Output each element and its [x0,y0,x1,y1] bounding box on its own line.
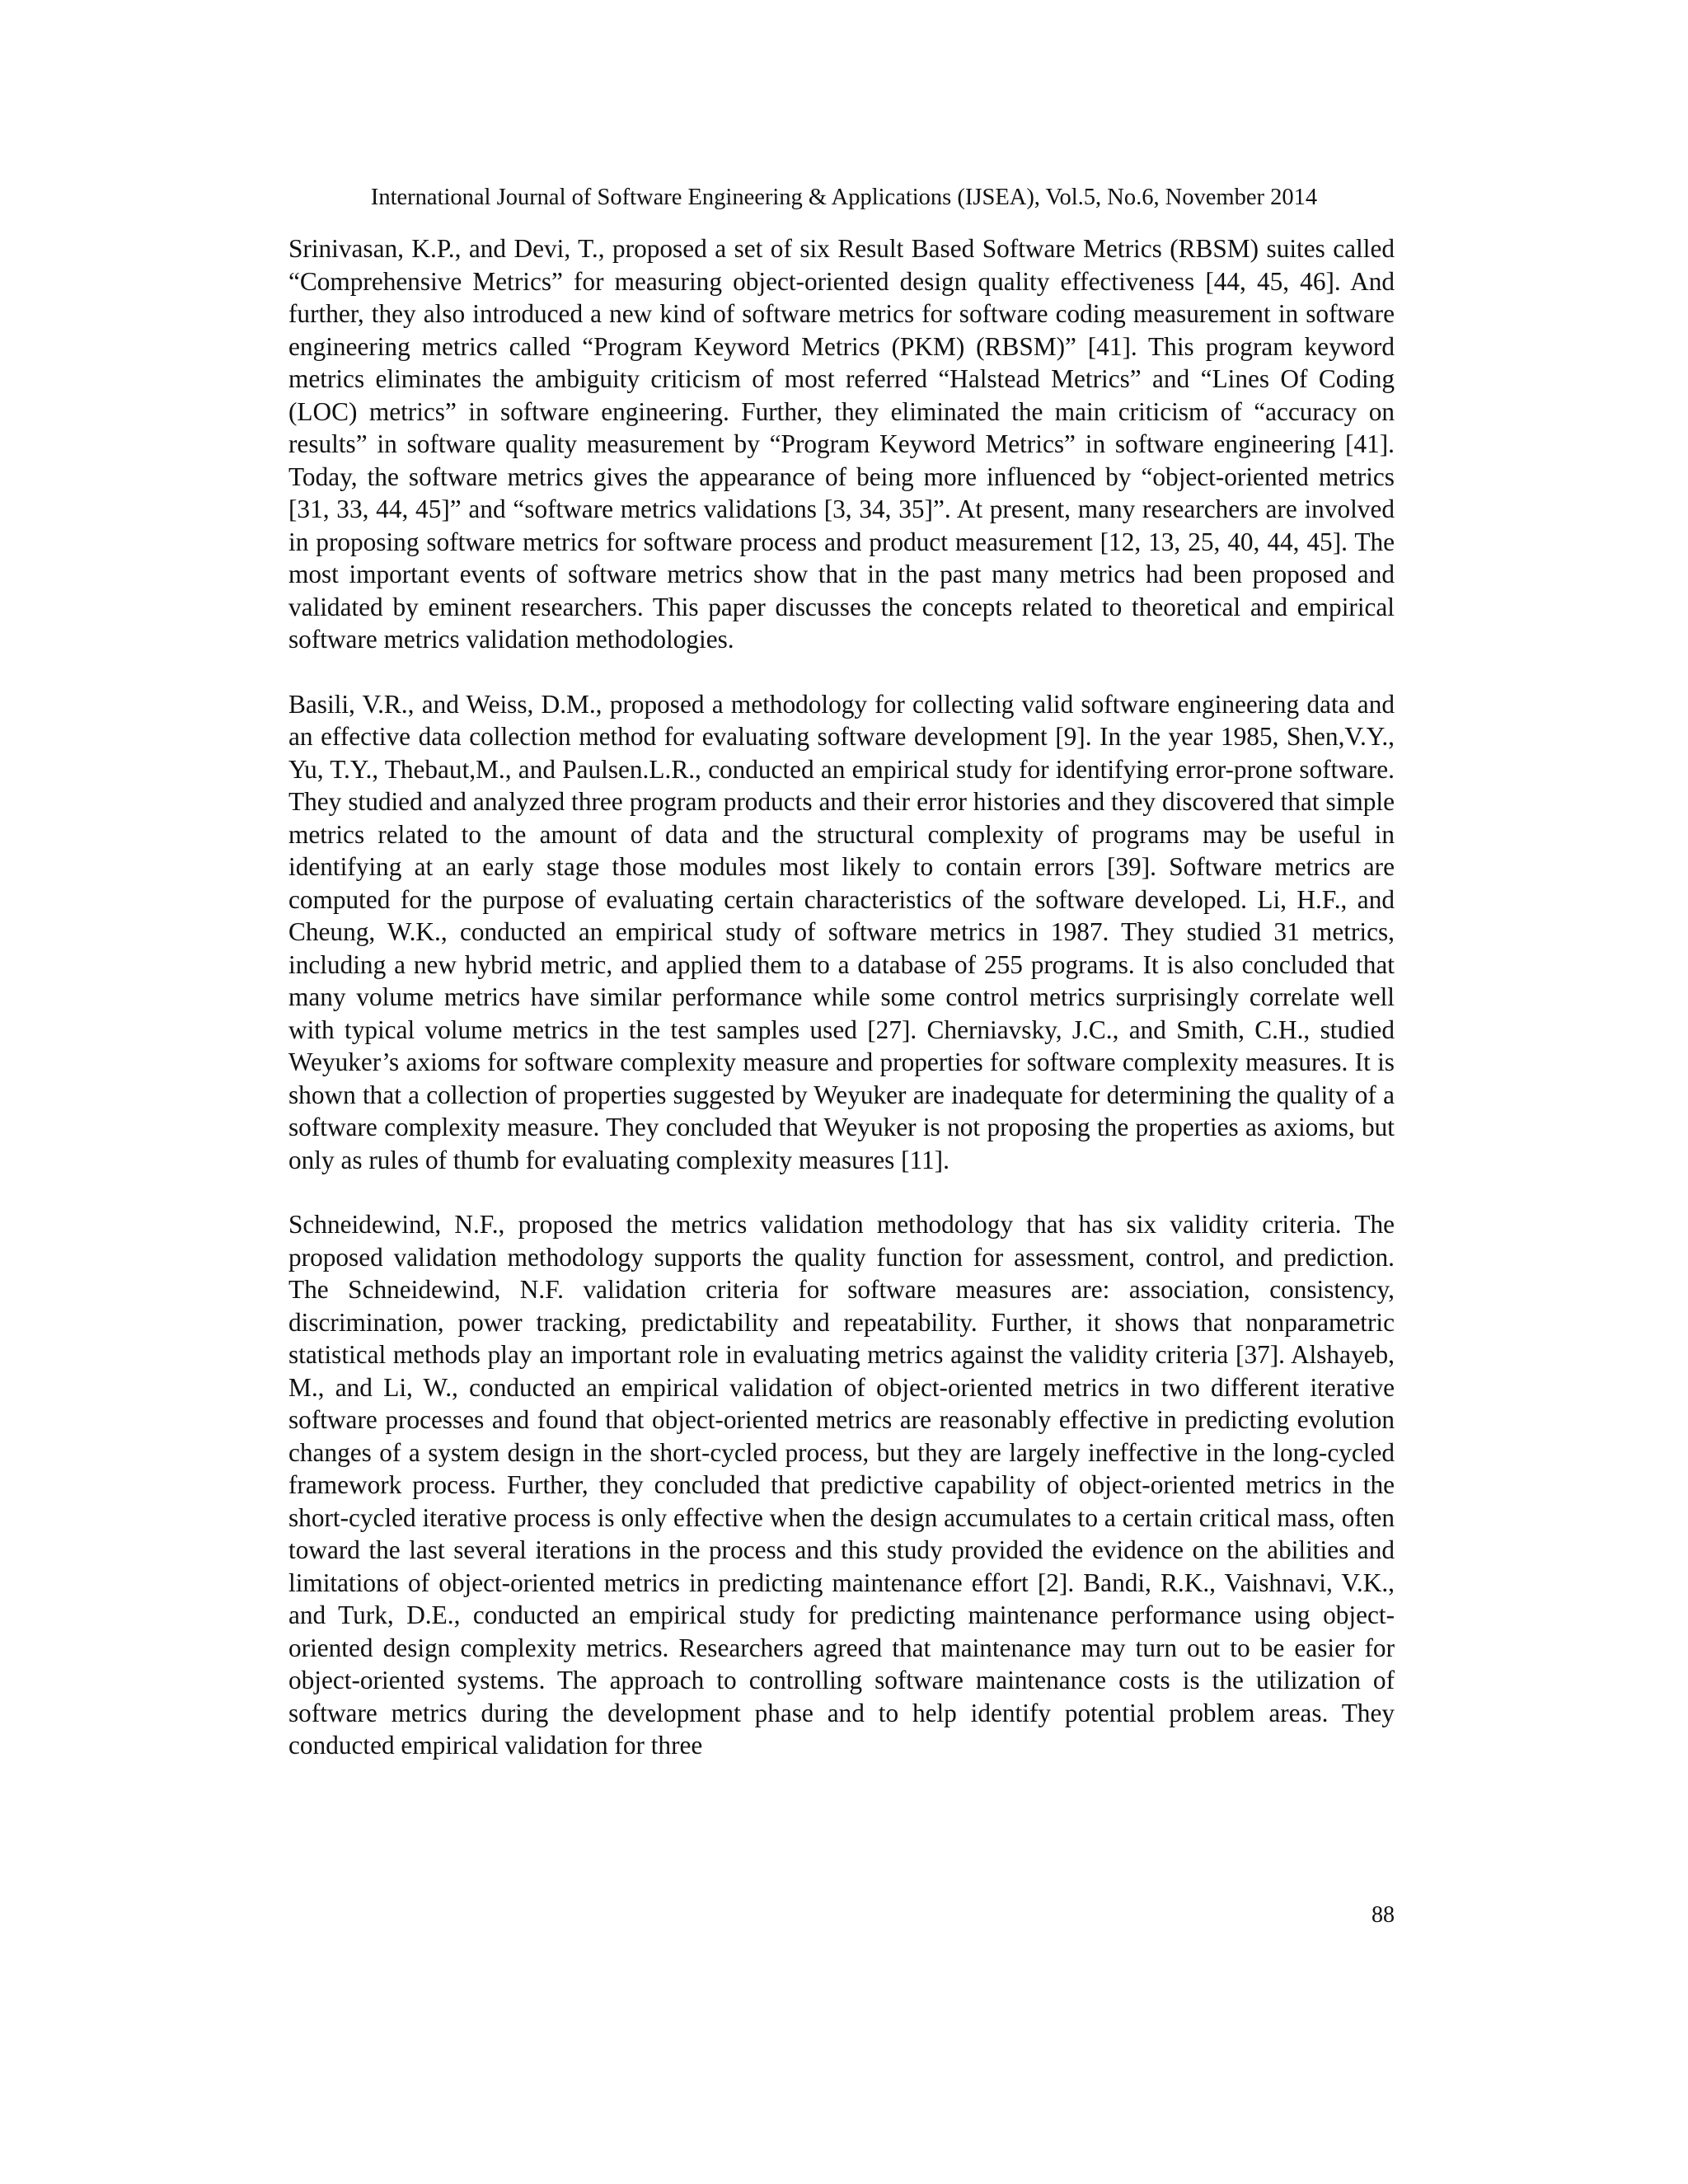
paragraph-validation-methodology: Schneidewind, N.F., proposed the metrics validation methodology that has six validity criteria. The proposed validation methodology supports the quality function for assessment, control, and prediction. The Schneidewind, N.F. validation criteria for software measures are: association, consistency, discrimination, power tracking, predictability and repeatability. Further, it shows that nonparametric statistical methods play an important role in evaluating metrics against the validity criteria [37]. Alshayeb, M., and Li, W., conducted an empirical validation of object-oriented metrics in two different iterative software processes and found that object-oriented metrics are reasonably effective in predicting evolution changes of a system design in the short-cycled process, but they are largely ineffective in the long-cycled framework process. Further, they concluded that predictive capability of object-oriented metrics in the short-cycled iterative process is only effective when the design accumulates to a certain critical mass, often toward the last several iterations in the process and this study provided the evidence on the abilities and limitations of object-oriented metrics in predicting maintenance effort [2]. Bandi, R.K., Vaishnavi, V.K., and Turk, D.E., conducted an empirical study for predicting maintenance performance using object-oriented design complexity metrics. Researchers agreed that maintenance may turn out to be easier for object-oriented systems. The approach to controlling software maintenance costs is the utilization of software metrics during the development phase and to help identify potential problem areas. They conducted empirical validation for three [288,1210,1395,1760]
page-number: 88 [1372,1902,1395,1928]
paragraph-empirical-studies: Basili, V.R., and Weiss, D.M., proposed a methodology for collecting valid software engineering data and an effective data collection method for evaluating software development [9]. In the year 1985, Shen,V.Y., Yu, T.Y., Thebaut,M., and Paulsen.L.R., conducted an empirical study for identifying error-prone software. They studied and analyzed three program products and their error histories and they discovered that simple metrics related to the amount of data and the structural complexity of programs may be useful in identifying at an early stage those modules most likely to contain errors [39]. Software metrics are computed for the purpose of evaluating certain characteristics of the software developed. Li, H.F., and Cheung, W.K., conducted an empirical study of software metrics in 1987. They studied 31 metrics, including a new hybrid metric, and applied them to a database of 255 programs. It is also concluded that many volume metrics have similar performance while some control metrics surprisingly correlate well with typical volume metrics in the test samples used [27]. Cherniavsky, J.C., and Smith, C.H., studied Weyuker’s axioms for software complexity measure and properties for software complexity measures. It is shown that a collection of properties suggested by Weyuker are inadequate for determining the quality of a software complexity measure. They concluded that Weyuker is not proposing the properties as axioms, but only as rules of thumb for evaluating complexity measures [11]. [288,689,1395,1174]
running-header: International Journal of Software Engineering & Applications (IJSEA), Vol.5, No.6, November 2014 [370,185,1318,210]
paragraph-rbsm-metrics: Srinivasan, K.P., and Devi, T., proposed a set of six Result Based Software Metrics (RBSM) suites called “Comprehensive Metrics” for measuring object-oriented design quality effectiveness [44, 45, 46]. And further, they also introduced a new kind of software metrics for software coding measurement in software engineering metrics called “Program Keyword Metrics (PKM) (RBSM)” [41]. This program keyword metrics eliminates the ambiguity criticism of most referred “Halstead Metrics” and “Lines Of Coding (LOC) metrics” in software engineering. Further, they eliminated the main criticism of “accuracy on results” in software quality measurement by “Program Keyword Metrics” in software engineering [41]. Today, the software metrics gives the appearance of being more influenced by “object-oriented metrics [31, 33, 44, 45]” and “software metrics validations [3, 34, 35]”. At present, many researchers are involved in proposing software metrics for software process and product measurement [12, 13, 25, 40, 44, 45]. The most important events of software metrics show that in the past many metrics had been proposed and validated by eminent researchers. This paper discusses the concepts related to theoretical and empirical software metrics validation methodologies. [288,234,1395,654]
body-text [288,232,1395,1762]
